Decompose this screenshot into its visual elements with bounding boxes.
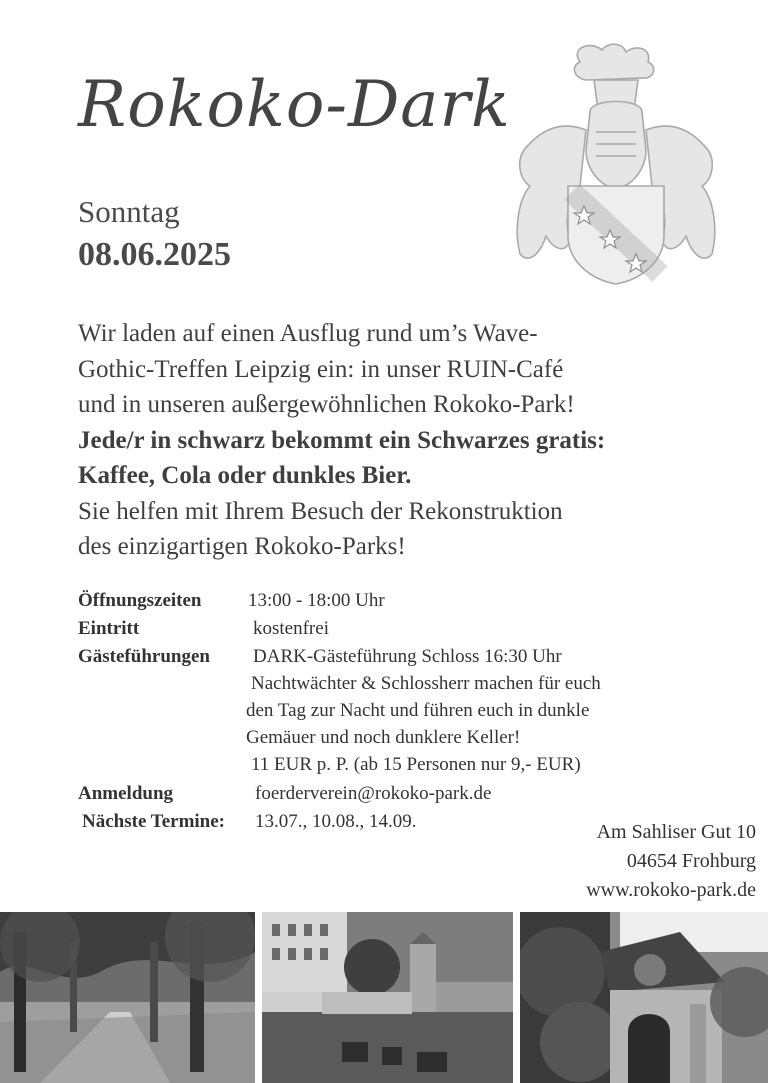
intro-line-bold: Jede/r in schwarz bekommt ein Schwarzes gratis: xyxy=(78,426,606,454)
address-street: Am Sahliser Gut 10 xyxy=(596,821,756,843)
intro-text xyxy=(78,316,718,565)
event-day: Sonntag xyxy=(78,194,180,229)
page-title: Rokoko-Dark xyxy=(78,68,511,142)
next-dates-label: Nächste Termine: xyxy=(82,811,226,832)
park-path-photo xyxy=(0,912,255,1083)
ornate-gateway-photo xyxy=(520,912,768,1083)
tours-label: Gästeführungen xyxy=(78,646,210,667)
opening-label: Öffnungszeiten xyxy=(78,590,202,611)
coat-of-arms-crest-icon xyxy=(510,40,722,285)
tours-line: 11 EUR p. P. (ab 15 Personen nur 9,- EUR) xyxy=(251,754,581,775)
intro-line: Wir laden auf einen Ausflug rund um’s Wave- xyxy=(78,320,538,347)
event-date: 08.06.2025 xyxy=(78,236,231,273)
registration-label: Anmeldung xyxy=(78,783,174,804)
tours-line: den Tag zur Nacht und führen euch in dunkle xyxy=(246,700,590,721)
entry-label: Eintritt xyxy=(78,618,140,639)
intro-line: des einzigartigen Rokoko-Parks! xyxy=(78,533,406,560)
next-dates-value: 13.07., 10.08., 14.09. xyxy=(255,811,417,832)
registration-email-link[interactable]: foerderverein@rokoko-park.de xyxy=(255,783,492,804)
address-block xyxy=(586,818,756,905)
castle-courtyard-photo xyxy=(262,912,513,1083)
address-city: 04654 Frohburg xyxy=(626,850,756,872)
intro-line-bold: Kaffee, Cola oder dunkles Bier. xyxy=(78,462,412,489)
intro-line: Gothic-Treffen Leipzig ein: in unser RUIN-Café xyxy=(78,355,564,383)
tours-line: Gemäuer und noch dunklere Keller! xyxy=(246,727,521,748)
entry-value: kostenfrei xyxy=(253,618,329,639)
website-link[interactable]: www.rokoko-park.de xyxy=(586,879,756,901)
tours-line: DARK-Gästeführung Schloss 16:30 Uhr xyxy=(253,646,562,667)
tours-line: Nachtwächter & Schlossherr machen für euch xyxy=(251,673,601,694)
intro-line: und in unseren außergewöhnlichen Rokoko-Park! xyxy=(78,391,575,418)
opening-value: 13:00 - 18:00 Uhr xyxy=(248,590,385,611)
intro-line: Sie helfen mit Ihrem Besuch der Rekonstruktion xyxy=(78,497,563,525)
photo-strip xyxy=(0,912,768,1083)
